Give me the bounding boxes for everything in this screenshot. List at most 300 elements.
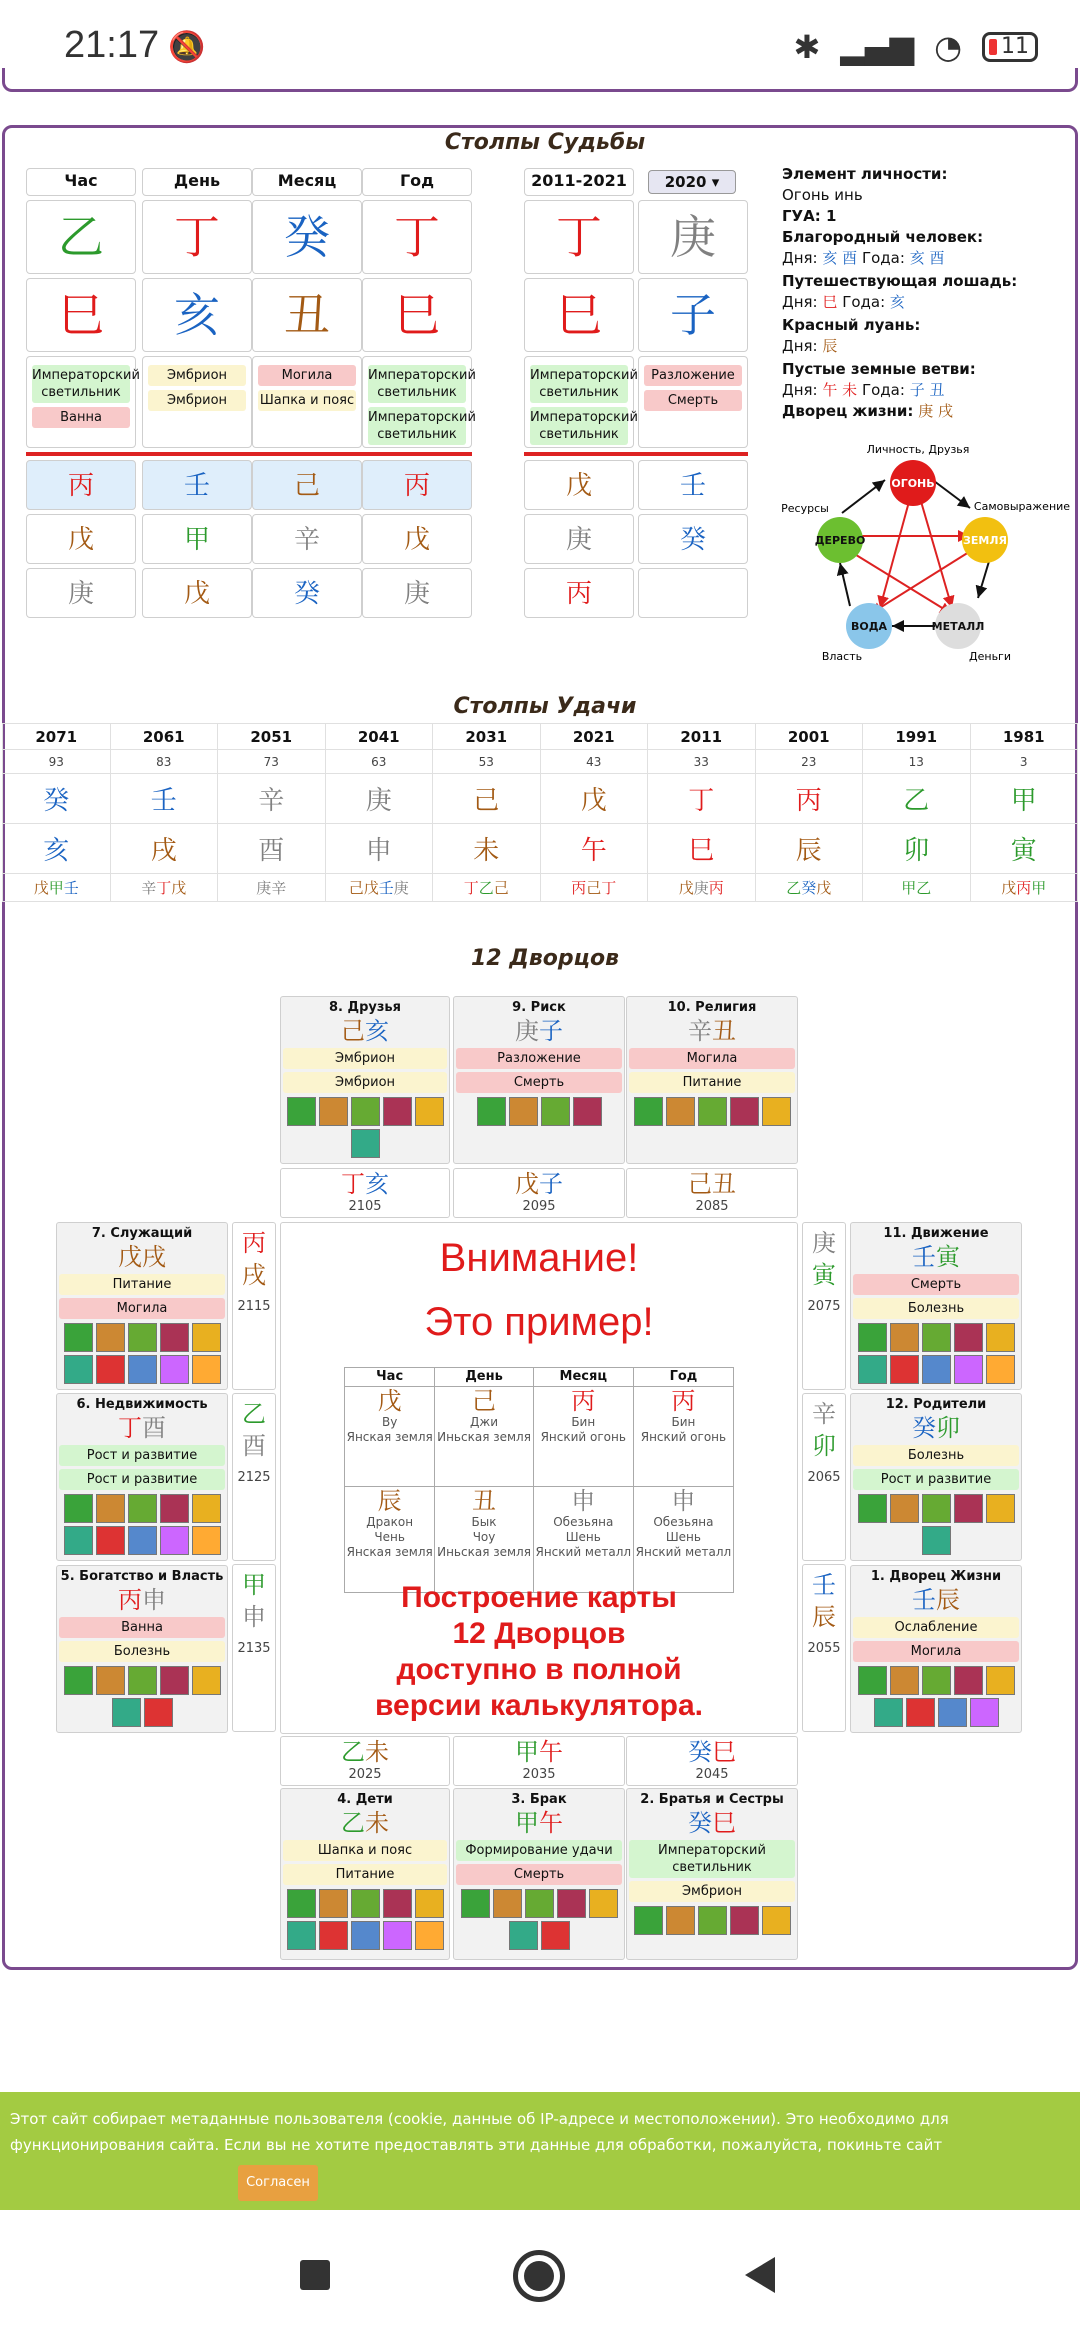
stage-tag: Ослабление xyxy=(853,1617,1019,1638)
label-expression: Самовыражение xyxy=(973,500,1070,513)
star-icon[interactable] xyxy=(160,1526,189,1555)
star-icon[interactable] xyxy=(698,1906,727,1935)
year-value: 2135 xyxy=(237,1641,271,1656)
palace-title: 2. Братья и Сестры xyxy=(640,1792,784,1807)
luck-cell-years: 1981 xyxy=(970,724,1078,750)
stage-tag: Императорский светильник xyxy=(32,365,130,403)
palace-religion xyxy=(626,996,798,1164)
palace-pillar xyxy=(281,1017,449,1045)
hidden-stem: 丙 xyxy=(708,879,724,897)
star-icon[interactable] xyxy=(986,1323,1015,1352)
stage-tag: Императорский светильник xyxy=(368,407,466,445)
year-branch: 申 xyxy=(242,1603,266,1631)
star-icon[interactable] xyxy=(589,1889,618,1918)
star-icon[interactable] xyxy=(415,1097,444,1126)
luck-cell-ages: 23 xyxy=(755,750,863,774)
palace-year-bottom xyxy=(280,1736,450,1786)
palace-stem: 丁 xyxy=(118,1414,142,1442)
mini-desc: Янский металл xyxy=(535,1545,632,1559)
star-icon[interactable] xyxy=(541,1097,570,1126)
hidden-stem: 乙 xyxy=(786,879,802,897)
star-icon[interactable] xyxy=(128,1526,157,1555)
mini-header-row xyxy=(345,1368,734,1387)
palace-pillar xyxy=(57,1586,227,1614)
star-icon[interactable] xyxy=(160,1355,189,1384)
star-icon[interactable] xyxy=(383,1921,412,1950)
palace-year-side xyxy=(802,1564,846,1732)
year-pillar xyxy=(454,1169,624,1199)
star-icon[interactable] xyxy=(922,1666,951,1695)
luck-cell-hidden xyxy=(325,874,433,902)
luck-cell-years: 2071 xyxy=(3,724,111,750)
horse-year-label: Года: xyxy=(842,293,886,311)
stage-tag: Питание xyxy=(629,1072,795,1093)
luck-cell-stems: 庚 xyxy=(325,774,433,824)
star-icon[interactable] xyxy=(986,1666,1015,1695)
star-icon[interactable] xyxy=(666,1906,695,1935)
star-icon[interactable] xyxy=(634,1906,663,1935)
hidden-stem: 辛 xyxy=(252,514,362,564)
stage-tag: Разложение xyxy=(644,365,742,386)
palace-year-side xyxy=(232,1393,276,1561)
palace-title: 5. Богатство и Власть xyxy=(60,1569,224,1584)
hidden-stem: 戊 xyxy=(678,879,694,897)
star-icon[interactable] xyxy=(192,1494,221,1523)
star-icon[interactable] xyxy=(509,1921,538,1950)
sample-chart-table xyxy=(344,1367,734,1593)
hidden-stem: 戊 xyxy=(363,879,379,897)
luck-cell-ages: 63 xyxy=(325,750,433,774)
mini-stem-cell xyxy=(345,1387,435,1487)
stage-tag: Шапка и пояс xyxy=(283,1840,447,1861)
year-value: 2045 xyxy=(695,1767,729,1782)
previous-section-edge xyxy=(2,68,1078,92)
year-pillar xyxy=(281,1737,449,1767)
star-icon[interactable] xyxy=(287,1097,316,1126)
empty-year-value: 子 丑 xyxy=(909,381,945,399)
element-value: Огонь инь xyxy=(782,186,863,204)
star-icon[interactable] xyxy=(573,1097,602,1126)
star-icon[interactable] xyxy=(954,1323,983,1352)
noble-year-label: Года: xyxy=(861,249,905,267)
palace-siblings xyxy=(626,1788,798,1960)
back-icon[interactable] xyxy=(745,2257,775,2293)
star-icon[interactable] xyxy=(64,1666,93,1695)
luck-cell-years: 2031 xyxy=(433,724,541,750)
star-icon[interactable] xyxy=(509,1097,538,1126)
horse-day-label: Дня: xyxy=(782,293,818,311)
star-icon[interactable] xyxy=(525,1889,554,1918)
note-line-4: версии калькулятора. xyxy=(375,1689,703,1722)
stage-tag: Шапка и пояс xyxy=(258,390,356,411)
year-value: 2065 xyxy=(807,1470,841,1485)
full-version-note xyxy=(280,1580,798,1724)
hidden-stem: 庚 xyxy=(26,568,136,618)
star-icon[interactable] xyxy=(287,1921,316,1950)
star-icon[interactable] xyxy=(666,1097,695,1126)
mini-char: 辰 xyxy=(377,1487,402,1515)
life-palace-value: 庚 戌 xyxy=(918,402,953,420)
luck-cell-branches: 酉 xyxy=(218,824,326,874)
luck-row-branches xyxy=(3,824,1078,874)
star-icon[interactable] xyxy=(858,1323,887,1352)
year-stem: 壬 xyxy=(812,1571,836,1599)
year-value: 2075 xyxy=(807,1299,841,1314)
mini-desc: Янский металл xyxy=(635,1545,732,1559)
mini-desc: Янский огонь xyxy=(540,1430,626,1444)
mini-char: 申 xyxy=(571,1487,596,1515)
star-icon[interactable] xyxy=(954,1666,983,1695)
star-icon[interactable] xyxy=(986,1494,1015,1523)
hidden-stem: 丁 xyxy=(601,879,617,897)
palace-stem: 己 xyxy=(341,1017,365,1045)
star-icon[interactable] xyxy=(319,1097,348,1126)
star-icons xyxy=(281,1097,449,1158)
star-icon[interactable] xyxy=(858,1355,887,1384)
hidden-stem: 壬 xyxy=(63,879,79,897)
palace-stem: 丙 xyxy=(118,1586,142,1614)
noble-label: Благородный человек: xyxy=(782,228,984,246)
star-icon[interactable] xyxy=(762,1906,791,1935)
palace-branch: 午 xyxy=(539,1809,563,1837)
earthly-branch: 丑 xyxy=(252,278,362,352)
hidden-stem: 丙 xyxy=(1016,879,1032,897)
luck-cell-years: 2051 xyxy=(218,724,326,750)
stage-tag: Эмбрион xyxy=(148,390,246,411)
star-icons xyxy=(454,1097,624,1126)
star-icon[interactable] xyxy=(922,1494,951,1523)
stage-tags xyxy=(362,356,476,448)
star-icon[interactable] xyxy=(922,1526,951,1555)
year-value: 2055 xyxy=(807,1641,841,1656)
star-icon[interactable] xyxy=(144,1698,173,1727)
stage-tags xyxy=(142,356,252,448)
label-power: Власть xyxy=(821,650,863,663)
star-icon[interactable] xyxy=(890,1666,919,1695)
star-icon[interactable] xyxy=(970,1698,999,1727)
palace-stem: 戊 xyxy=(118,1243,142,1271)
star-icon[interactable] xyxy=(351,1921,380,1950)
noble-day-label: Дня: xyxy=(782,249,818,267)
earthly-branch: 亥 xyxy=(142,278,252,352)
year-char: 午 xyxy=(539,1738,563,1766)
star-icon[interactable] xyxy=(192,1666,221,1695)
palace-pillar xyxy=(57,1414,227,1442)
palace-branch: 亥 xyxy=(365,1017,389,1045)
luck-cell-ages: 73 xyxy=(218,750,326,774)
star-icon[interactable] xyxy=(922,1355,951,1384)
warning-example: Это пример! xyxy=(424,1300,654,1344)
metal-label: МЕТАЛЛ xyxy=(931,620,985,633)
star-icon[interactable] xyxy=(192,1355,221,1384)
luck-cell-branches: 辰 xyxy=(755,824,863,874)
hidden-stem: 庚 xyxy=(256,879,272,897)
stage-tag: Рост и развитие xyxy=(59,1445,225,1466)
luck-cell-hidden xyxy=(755,874,863,902)
star-icon[interactable] xyxy=(890,1355,919,1384)
palace-branch: 戌 xyxy=(142,1243,166,1271)
palace-year-side xyxy=(232,1222,276,1390)
palace-title: 10. Религия xyxy=(667,1000,757,1015)
palace-branch: 丑 xyxy=(712,1017,736,1045)
star-icon[interactable] xyxy=(906,1698,935,1727)
star-icon[interactable] xyxy=(415,1921,444,1950)
star-icon[interactable] xyxy=(64,1494,93,1523)
palace-friends xyxy=(280,996,450,1164)
star-icon[interactable] xyxy=(858,1666,887,1695)
stage-tags xyxy=(638,356,748,448)
stage-tag: Могила xyxy=(258,365,356,386)
luck-cell-stems: 丙 xyxy=(755,774,863,824)
palace-title: 11. Движение xyxy=(883,1226,989,1241)
palace-life xyxy=(850,1565,1022,1733)
mini-header: День xyxy=(435,1368,533,1387)
star-icon[interactable] xyxy=(128,1323,157,1352)
star-icon[interactable] xyxy=(64,1323,93,1352)
star-icon[interactable] xyxy=(874,1698,903,1727)
label-personality: Личность, Друзья xyxy=(866,443,970,456)
mini-desc: Янская земля xyxy=(346,1545,433,1559)
palace-title: 4. Дети xyxy=(337,1792,393,1807)
luck-cell-ages: 33 xyxy=(648,750,756,774)
star-icon[interactable] xyxy=(96,1666,125,1695)
star-icons xyxy=(851,1323,1021,1384)
stage-tag: Императорский светильник xyxy=(368,365,466,403)
star-icon[interactable] xyxy=(557,1889,586,1918)
star-icon[interactable] xyxy=(698,1097,727,1126)
hidden-stem: 戊 xyxy=(26,514,136,564)
year-branch: 戌 xyxy=(242,1261,266,1289)
star-icon[interactable] xyxy=(112,1698,141,1727)
year-value: 2105 xyxy=(348,1199,382,1214)
hidden-stem: 辛 xyxy=(271,879,287,897)
mini-desc: Янская земля xyxy=(346,1430,433,1444)
palace-stem: 癸 xyxy=(912,1414,936,1442)
star-icon[interactable] xyxy=(954,1494,983,1523)
star-icon[interactable] xyxy=(383,1889,412,1918)
hidden-stem: 戊 xyxy=(816,879,832,897)
luck-cell-stems: 戊 xyxy=(540,774,648,824)
year-char: 丁 xyxy=(341,1170,365,1198)
five-elements-diagram xyxy=(780,438,1070,670)
star-icon[interactable] xyxy=(96,1494,125,1523)
hidden-stem: 甲 xyxy=(142,514,252,564)
star-icon[interactable] xyxy=(351,1129,380,1158)
mini-name: Бык xyxy=(471,1515,497,1529)
star-icon[interactable] xyxy=(634,1097,663,1126)
star-icon[interactable] xyxy=(351,1889,380,1918)
star-icon[interactable] xyxy=(938,1698,967,1727)
year-char: 己 xyxy=(688,1170,712,1198)
hidden-stem: 庚 xyxy=(524,514,634,564)
star-icons xyxy=(627,1097,797,1126)
note-line-1: Построение карты xyxy=(401,1581,677,1614)
star-icon[interactable] xyxy=(160,1494,189,1523)
palaces-title: 12 Дворцов xyxy=(471,946,619,971)
empty-day-label: Дня: xyxy=(782,381,818,399)
star-icon[interactable] xyxy=(192,1323,221,1352)
star-icon[interactable] xyxy=(128,1355,157,1384)
star-icon[interactable] xyxy=(890,1494,919,1523)
mini-stem-row xyxy=(345,1387,734,1487)
star-icon[interactable] xyxy=(541,1921,570,1950)
mini-name2: Шень xyxy=(665,1530,701,1544)
luck-cell-stems: 辛 xyxy=(218,774,326,824)
year-char: 巳 xyxy=(712,1738,736,1766)
palace-year-bottom xyxy=(626,1736,798,1786)
note-line-2: 12 Дворцов xyxy=(452,1617,626,1650)
star-icon[interactable] xyxy=(954,1355,983,1384)
stage-tag: Могила xyxy=(853,1641,1019,1662)
star-icon[interactable] xyxy=(858,1494,887,1523)
palace-branch: 申 xyxy=(142,1586,166,1614)
year-stem: 庚 xyxy=(812,1229,836,1257)
hidden-stem: 己 xyxy=(493,879,509,897)
star-icon[interactable] xyxy=(319,1889,348,1918)
star-icon[interactable] xyxy=(986,1355,1015,1384)
luck-cell-years: 2001 xyxy=(755,724,863,750)
luck-title: Столпы Удачи xyxy=(453,694,637,719)
year-char: 丑 xyxy=(712,1170,736,1198)
luck-pillars-table xyxy=(2,723,1078,902)
star-icon[interactable] xyxy=(415,1889,444,1918)
empty-year-label: Года: xyxy=(861,381,905,399)
status-icons xyxy=(793,28,1038,66)
palace-risk xyxy=(453,996,625,1164)
palace-title: 12. Родители xyxy=(885,1397,987,1412)
mini-header: Месяц xyxy=(533,1368,633,1387)
luck-cell-stems: 乙 xyxy=(863,774,971,824)
stage-tag: Рост и развитие xyxy=(853,1469,1019,1490)
horse-day-value: 巳 xyxy=(822,293,838,311)
year-stem: 丙 xyxy=(242,1229,266,1257)
cookie-accept-button[interactable]: Согласен xyxy=(238,2165,318,2201)
palace-year-bottom xyxy=(453,1736,625,1786)
year-stem: 辛 xyxy=(812,1400,836,1428)
luck-cell-branches: 寅 xyxy=(970,824,1078,874)
star-icon[interactable] xyxy=(96,1355,125,1384)
star-icon[interactable] xyxy=(762,1097,791,1126)
cookie-text: Этот сайт собирает метаданные пользователя (cookie, данные об IP-адресе и местоположении). Это необходимо для функционирования сайта. Если вы не хотите предоставлять эти данные для обработки, пожалуйста, покиньте сайт xyxy=(10,2110,949,2154)
star-icon[interactable] xyxy=(128,1494,157,1523)
year-select[interactable]: 2020 ▾ xyxy=(648,170,736,194)
mini-char: 丙 xyxy=(671,1387,696,1415)
palace-stem: 辛 xyxy=(688,1017,712,1045)
star-icons xyxy=(57,1494,227,1555)
palace-branch: 未 xyxy=(365,1809,389,1837)
star-icon[interactable] xyxy=(351,1097,380,1126)
palace-year-top xyxy=(453,1168,625,1218)
mini-header: Час xyxy=(345,1368,435,1387)
luck-cell-ages: 13 xyxy=(863,750,971,774)
luck-cell-ages: 53 xyxy=(433,750,541,774)
luck-cell-stems: 壬 xyxy=(110,774,218,824)
wood-label: ДЕРЕВО xyxy=(814,534,866,547)
stage-tag: Эмбрион xyxy=(283,1072,447,1093)
palace-title: 1. Дворец Жизни xyxy=(870,1569,1002,1584)
luck-cell-years: 2041 xyxy=(325,724,433,750)
star-icon[interactable] xyxy=(477,1097,506,1126)
year-branch: 辰 xyxy=(812,1603,836,1631)
luck-row-hidden xyxy=(3,874,1078,902)
palace-stem: 甲 xyxy=(515,1809,539,1837)
palace-branch: 卯 xyxy=(936,1414,960,1442)
hidden-stem: 壬 xyxy=(378,879,394,897)
palace-children xyxy=(280,1788,450,1960)
star-icon[interactable] xyxy=(922,1323,951,1352)
palace-pillar xyxy=(454,1809,624,1837)
year-stem: 甲 xyxy=(242,1571,266,1599)
star-icon[interactable] xyxy=(461,1889,490,1918)
star-icon[interactable] xyxy=(160,1323,189,1352)
palace-stem: 庚 xyxy=(515,1017,539,1045)
star-icon[interactable] xyxy=(890,1323,919,1352)
hidden-stem: 己 xyxy=(252,460,362,510)
stage-tag: Питание xyxy=(59,1274,225,1295)
palace-title: 9. Риск xyxy=(512,1000,566,1015)
heavenly-stem: 丁 xyxy=(362,200,472,274)
hidden-stem: 甲 xyxy=(1031,879,1047,897)
star-icon[interactable] xyxy=(319,1921,348,1950)
star-icons xyxy=(57,1323,227,1384)
warning-title: Внимание! xyxy=(439,1236,639,1280)
stage-tag: Смерть xyxy=(644,390,742,411)
star-icon[interactable] xyxy=(730,1906,759,1935)
mini-branch-cell xyxy=(533,1487,633,1593)
palace-stem: 癸 xyxy=(688,1809,712,1837)
palace-stem: 壬 xyxy=(912,1243,936,1271)
star-icon[interactable] xyxy=(96,1323,125,1352)
star-icon[interactable] xyxy=(192,1526,221,1555)
hidden-stem: 壬 xyxy=(638,460,748,510)
star-icon[interactable] xyxy=(96,1526,125,1555)
heavenly-stem: 丁 xyxy=(524,200,634,274)
luck-cell-hidden xyxy=(3,874,111,902)
hidden-stem: 丁 xyxy=(463,879,479,897)
star-icon[interactable] xyxy=(493,1889,522,1918)
star-icon[interactable] xyxy=(64,1355,93,1384)
horse-year-value: 亥 xyxy=(889,293,905,311)
recents-icon[interactable] xyxy=(300,2260,330,2290)
hidden-stem: 丙 xyxy=(571,879,587,897)
stage-tag: Императорский светильник xyxy=(530,365,628,403)
mini-char: 申 xyxy=(671,1487,696,1515)
year-value: 2035 xyxy=(522,1767,556,1782)
luck-cell-hidden xyxy=(863,874,971,902)
star-icon[interactable] xyxy=(383,1097,412,1126)
star-icon[interactable] xyxy=(160,1666,189,1695)
star-icon[interactable] xyxy=(287,1889,316,1918)
mini-stem-cell xyxy=(633,1387,733,1487)
mini-desc: Янский огонь xyxy=(640,1430,727,1444)
star-icon[interactable] xyxy=(64,1526,93,1555)
star-icon[interactable] xyxy=(730,1097,759,1126)
star-icons xyxy=(851,1666,1021,1727)
palace-movement xyxy=(850,1222,1022,1390)
mini-desc: Иньская земля xyxy=(437,1430,531,1444)
bluetooth-icon: ✱ xyxy=(793,28,821,66)
mute-icon: 🔕 xyxy=(168,30,206,65)
stage-tag: Ванна xyxy=(59,1617,225,1638)
star-icon[interactable] xyxy=(128,1666,157,1695)
divider-line xyxy=(26,452,472,456)
stage-tag: Болезнь xyxy=(853,1298,1019,1319)
life-palace-label: Дворец жизни: xyxy=(782,402,914,420)
palace-pillar xyxy=(281,1809,449,1837)
signal-icon: ▂▄▆ xyxy=(840,28,915,66)
year-value: 2115 xyxy=(237,1299,271,1314)
home-icon[interactable] xyxy=(513,2250,565,2302)
